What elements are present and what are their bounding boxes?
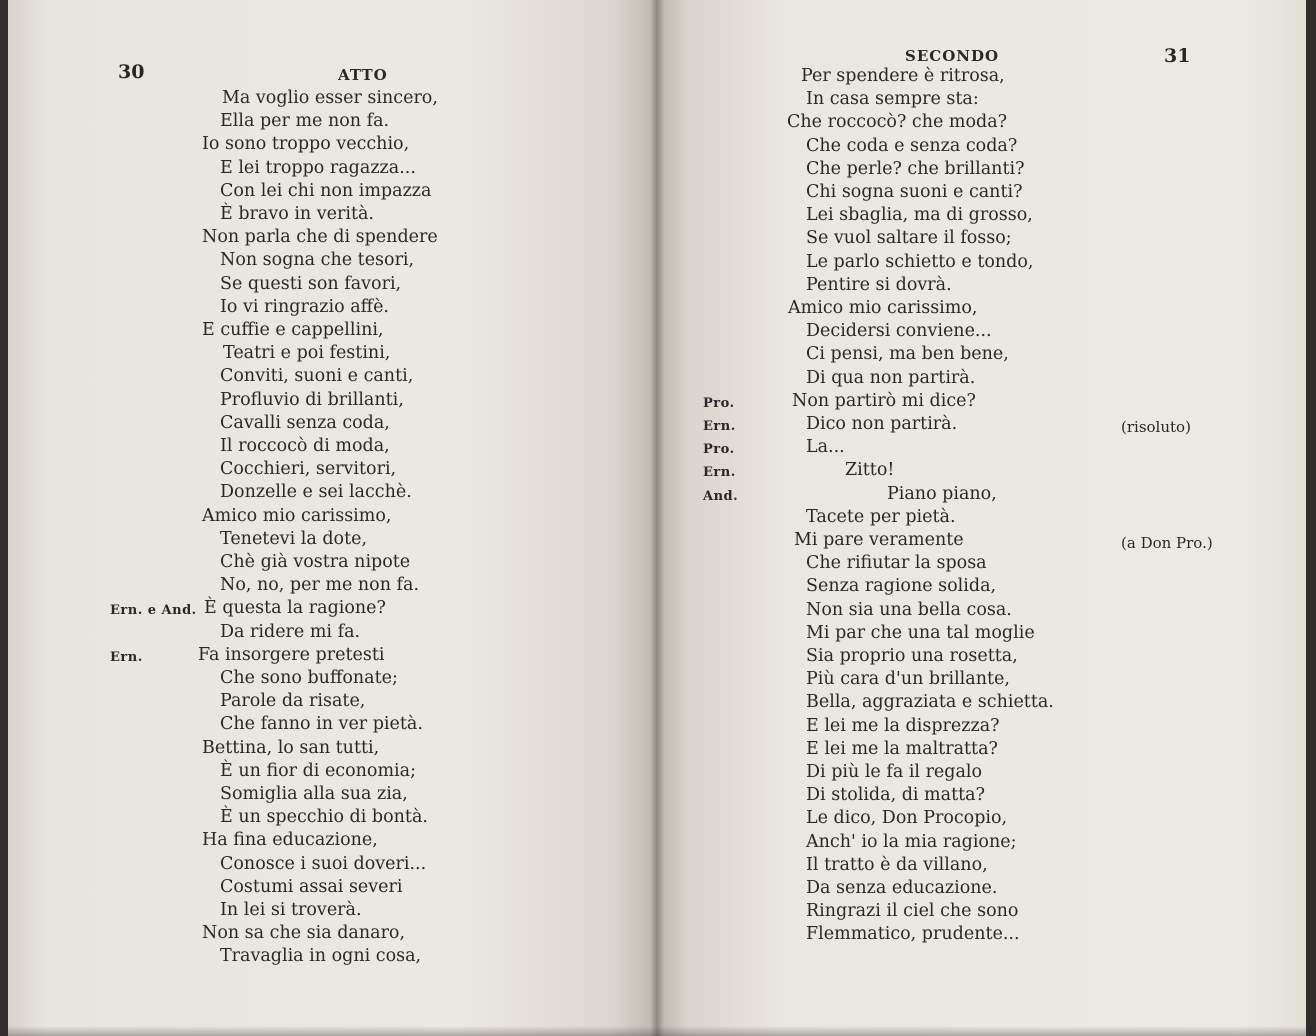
verse-line: Da senza educazione. xyxy=(806,878,998,898)
verse-line: Se vuol saltare il fosso; xyxy=(806,228,1012,249)
speaker-label: Ern. xyxy=(703,465,736,481)
verse-line: Non parla che di spendere xyxy=(202,227,438,248)
verse-line: Non sia una bella cosa. xyxy=(806,599,1012,620)
left-page xyxy=(8,0,656,1036)
verse-line: Fa insorgere pretesti xyxy=(198,644,385,665)
verse-line: Non partirò mi dice? xyxy=(792,390,976,411)
stage-direction: (risoluto) xyxy=(1121,418,1191,436)
speaker-label: Pro. xyxy=(703,395,735,411)
verse-line: Se questi son favori, xyxy=(220,273,402,294)
verse-line: Chè già vostra nipote xyxy=(220,552,411,572)
stage-direction: (a Don Pro.) xyxy=(1121,534,1213,552)
verse-line: Travaglia in ogni cosa, xyxy=(220,946,422,967)
verse-line: Tacete per pietà. xyxy=(806,506,956,527)
verse-line: Che coda e senza coda? xyxy=(806,135,1018,156)
verse-line: Io vi ringrazio affè. xyxy=(220,296,389,317)
verse-line: Profluvio di brillanti, xyxy=(220,389,404,410)
running-head-right: SECONDO xyxy=(905,47,1000,65)
right-page xyxy=(656,0,1306,1036)
verse-line: Bettina, lo san tutti, xyxy=(202,737,380,758)
page-number-left: 30 xyxy=(118,61,145,83)
verse-line: Cocchieri, servitori, xyxy=(220,459,397,480)
page-bottom-shadow xyxy=(0,1026,1316,1036)
verse-line: E lei me la maltratta? xyxy=(806,738,998,759)
verse-line: Ha fina educazione, xyxy=(202,830,378,851)
verse-line: Con lei chi non impazza xyxy=(220,180,432,201)
verse-line: Amico mio carissimo, xyxy=(202,505,392,526)
verse-line: Donzelle e sei lacchè. xyxy=(220,482,412,503)
verse-line: Decidersi conviene... xyxy=(806,321,992,342)
verse-line: Parole da risate, xyxy=(220,691,366,712)
verse-line: Per spendere è ritrosa, xyxy=(801,66,1005,86)
verse-line: Ella per me non fa. xyxy=(220,111,390,132)
verse-line: E lei me la disprezza? xyxy=(806,715,1000,736)
verse-line: Non sogna che tesori, xyxy=(220,250,415,271)
verse-line: Che fanno in ver pietà. xyxy=(220,714,423,735)
verse-line: E cuffie e cappellini, xyxy=(202,320,384,340)
verse-line: Tenetevi la dote, xyxy=(220,528,368,549)
verse-line: Ringrazi il ciel che sono xyxy=(806,901,1019,922)
verse-line: Cavalli senza coda, xyxy=(220,412,390,433)
verse-line: Che rifiutar la sposa xyxy=(806,553,987,574)
book-gutter xyxy=(650,0,664,1036)
verse-line: Somiglia alla sua zia, xyxy=(220,784,408,804)
speaker-label: And. xyxy=(703,488,739,504)
verse-line: Anch' io la mia ragione; xyxy=(806,831,1017,852)
verse-line: La... xyxy=(806,437,845,458)
verse-line: Di più le fa il regalo xyxy=(806,762,983,782)
verse-line: Chi sogna suoni e canti? xyxy=(806,182,1023,202)
verse-line: No, no, per me non fa. xyxy=(220,575,420,596)
verse-line: Teatri e poi festini, xyxy=(223,343,391,364)
verse-line: Lei sbaglia, ma di grosso, xyxy=(806,205,1033,226)
verse-line: Bella, aggraziata e schietta. xyxy=(806,692,1054,713)
verse-line: Conosce i suoi doveri... xyxy=(220,853,427,874)
verse-line: Mi par che una tal moglie xyxy=(806,622,1035,643)
verse-line: Flemmatico, prudente... xyxy=(806,924,1020,945)
verse-line: Che perle? che brillanti? xyxy=(806,158,1025,179)
verse-line: È un specchio di bontà. xyxy=(220,807,428,828)
verse-line: Le parlo schietto e tondo, xyxy=(806,251,1034,272)
verse-line: Le dico, Don Procopio, xyxy=(806,808,1008,829)
speaker-label: Ern. xyxy=(110,649,143,665)
speaker-label: Ern. e And. xyxy=(110,603,197,619)
verse-line: E lei troppo ragazza... xyxy=(220,157,416,178)
verse-line: Più cara d'un brillante, xyxy=(806,669,1010,690)
verse-line: Ci pensi, ma ben bene, xyxy=(806,344,1009,365)
verse-line: Conviti, suoni e canti, xyxy=(220,366,414,387)
verse-line: Il roccocò di moda, xyxy=(220,436,390,456)
verse-line: Il tratto è da villano, xyxy=(806,854,988,875)
verse-line: È bravo in verità. xyxy=(220,204,374,224)
speaker-label: Ern. xyxy=(703,419,736,434)
verse-line: È questa la ragione? xyxy=(204,598,386,619)
verse-line: Che sono buffonate; xyxy=(220,668,398,688)
verse-line: Dico non partirà. xyxy=(806,414,958,434)
verse-line: Pentire si dovrà. xyxy=(806,274,952,295)
verse-line: Che roccocò? che moda? xyxy=(787,112,1008,133)
verse-line: Da ridere mi fa. xyxy=(220,621,361,642)
verse-line: Sia proprio una rosetta, xyxy=(806,646,1018,666)
speaker-label: Pro. xyxy=(703,442,735,458)
verse-line: Amico mio carissimo, xyxy=(788,298,978,318)
verse-line: Mi pare veramente xyxy=(794,530,964,550)
verse-line: Ma voglio esser sincero, xyxy=(222,88,438,108)
verse-line: In lei si troverà. xyxy=(220,900,362,920)
verse-line: Di stolida, di matta? xyxy=(806,785,985,806)
verse-line: Di qua non partirà. xyxy=(806,367,976,388)
verse-line: In casa sempre sta: xyxy=(806,89,979,110)
verse-line: Senza ragione solida, xyxy=(806,576,997,597)
verse-line: Zitto! xyxy=(845,460,895,481)
verse-line: Costumi assai severi xyxy=(220,876,403,897)
verse-line: Non sa che sia danaro, xyxy=(202,923,406,944)
verse-line: Io sono troppo vecchio, xyxy=(202,134,410,155)
running-head-left: ATTO xyxy=(338,66,388,84)
verse-line: È un fior di economia; xyxy=(220,760,416,781)
verse-line: Piano piano, xyxy=(887,483,997,504)
page-number-right: 31 xyxy=(1164,45,1191,67)
